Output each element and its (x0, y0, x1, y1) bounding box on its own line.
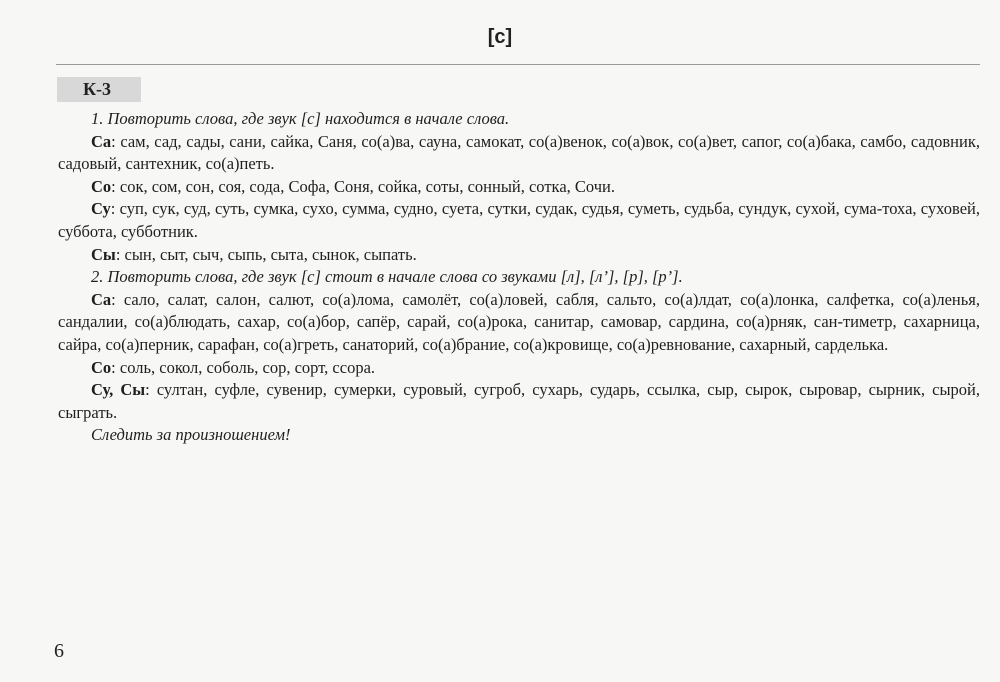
label-2-sa: Са (91, 289, 112, 309)
words-su: : суп, сук, суд, суть, сумка, сухо, сумма, судно, суета, сутки, судак, судья, суметь, судьба, сундук, сухой, сума-тоха, суховей, суббота, субботник. (58, 199, 980, 241)
label-2-su-sy: Су, Сы (91, 380, 146, 400)
header-divider (56, 64, 980, 65)
label-su: Су (91, 199, 111, 219)
label-sy: Сы (91, 244, 116, 264)
note-text: Следить за произношением! (91, 425, 291, 445)
task-2-instruction (58, 266, 980, 289)
paragraph-sy (58, 244, 980, 267)
paragraph-2-sa (58, 289, 980, 357)
paragraph-sa (58, 131, 980, 176)
paragraph-so (58, 176, 980, 199)
words-sy: : сын, сыт, сыч, сыпь, сыта, сынок, сыпать. (115, 244, 417, 264)
label-sa: Са (91, 131, 112, 151)
paragraph-2-so (58, 357, 980, 380)
words-sa: : сам, сад, сады, сани, сайка, Саня, со(а)ва, сауна, самокат, со(а)венок, со(а)вок, со(а)вет, сапог, со(а)бака, самбо, садовник, садовый, сантехник, со(а)петь. (58, 131, 980, 174)
words-2-sa: : сало, салат, салон, салют, со(а)лома, самолёт, со(а)ловей, сабля, сальто, со(а)лдат, со(а)лонка, салфетка, со(а)ленья, сандалии, со(а)блюдать, сахар, со(а)бор, сапёр, сарай, со(а)рока, санитар, самовар, сардина, со(а)рняк, сан-тиметр, сахарница, сайра, со(а)перник, сарафан, со(а)греть, санаторий, со(а)брание, со(а)кровище, со(а)ревнование, сахарный, сарделька. (58, 289, 980, 354)
section-badge: К-3 (57, 77, 141, 102)
pronunciation-note (58, 424, 980, 447)
words-2-su-sy: : султан, суфле, сувенир, сумерки, суровый, сугроб, сухарь, сударь, ссылка, сыр, сырок, сыровар, сырник, сырой, сыграть. (58, 380, 981, 422)
exercise-content (58, 108, 980, 447)
task-1-instruction (58, 108, 980, 131)
task-1-text: 1. Повторить слова, где звук [с] находится в начале слова. (91, 109, 510, 128)
label-2-so: Со (91, 357, 112, 377)
paragraph-su (58, 198, 980, 243)
paragraph-2-su-sy (58, 379, 980, 424)
words-2-so: : соль, сокол, соболь, сор, сорт, ссора. (111, 357, 376, 377)
page-header-title: [с] (487, 26, 513, 48)
page-number: 6 (54, 640, 64, 662)
label-so: Со (91, 176, 112, 196)
words-so: : сок, сом, сон, соя, сода, Софа, Соня, сойка, соты, сонный, сотка, Сочи. (111, 176, 615, 196)
task-2-text: 2. Повторить слова, где звук [с] стоит в начале слова со звуками [л], [л’], [р], [р’]. (91, 267, 683, 287)
